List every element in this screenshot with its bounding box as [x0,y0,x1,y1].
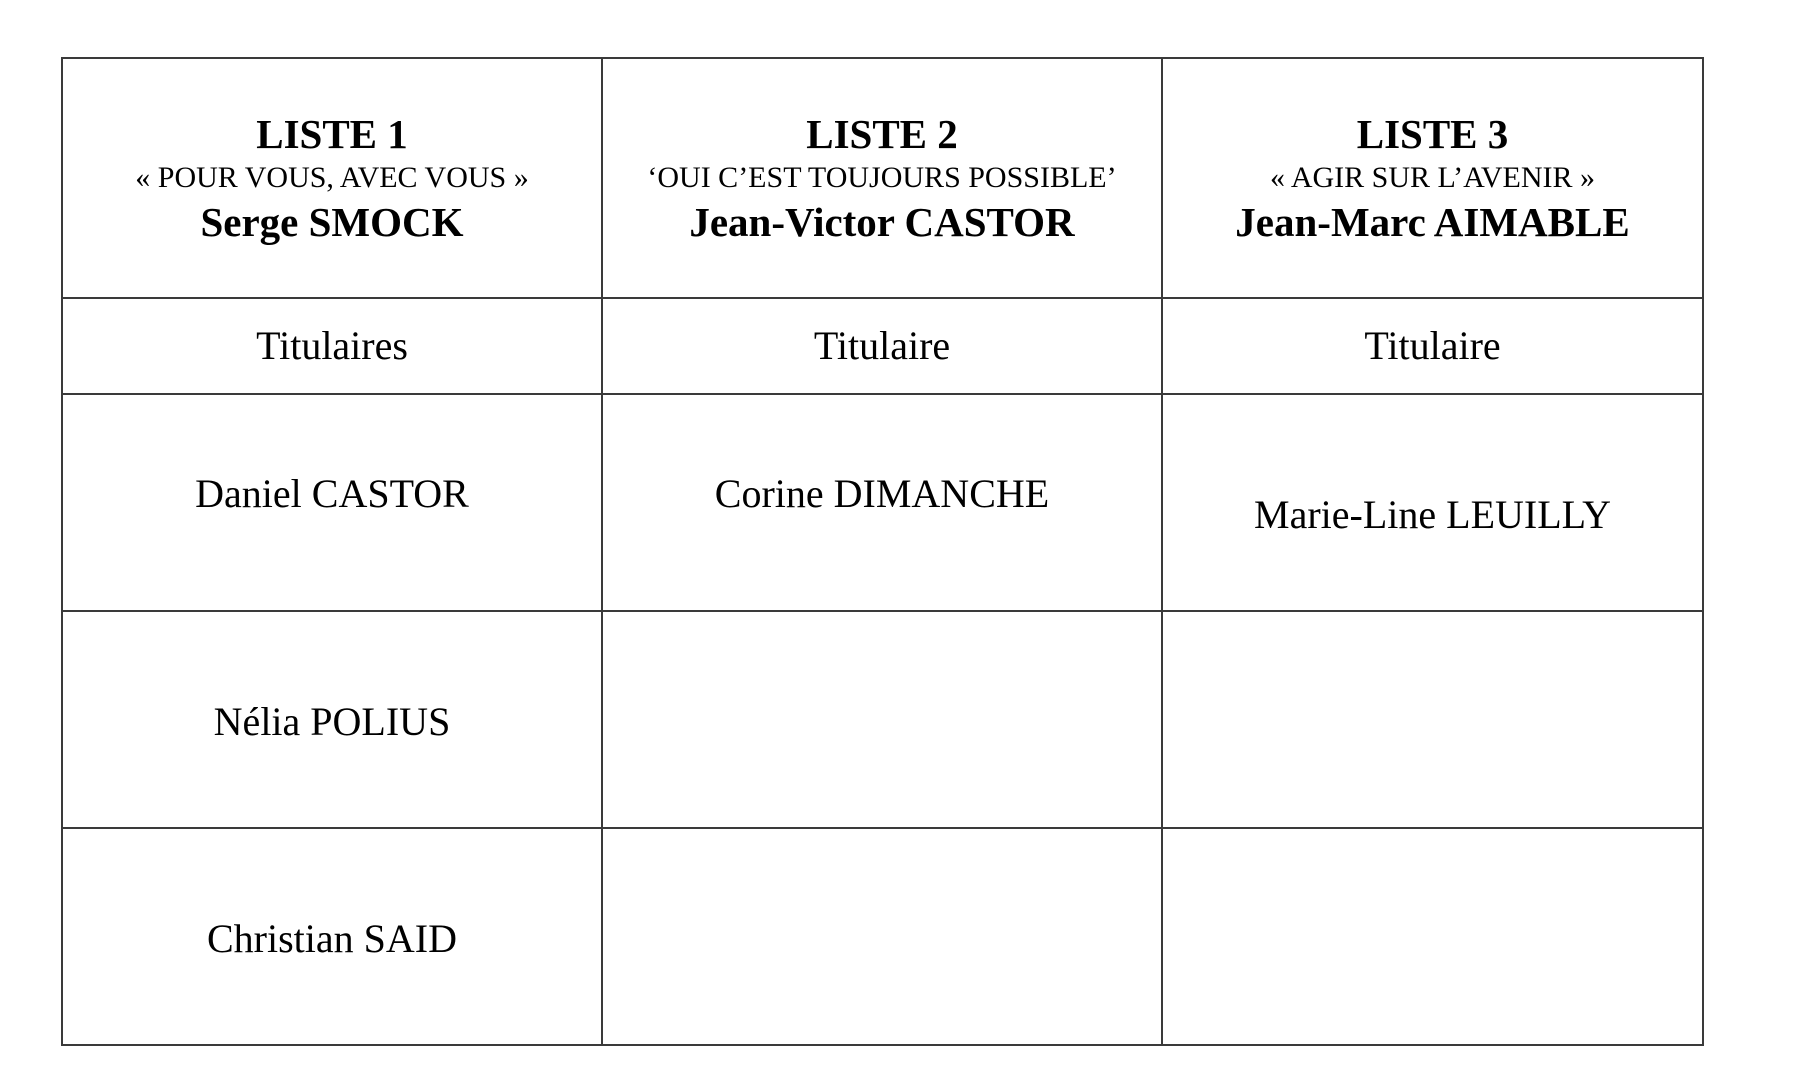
list-2-slogan: ‘OUI C’EST TOUJOURS POSSIBLE’ [647,161,1117,194]
list-3-role-label: Titulaire [1364,323,1501,368]
list-3-head-candidate: Jean-Marc AIMABLE [1235,199,1630,245]
list-2-header-cell [602,58,1162,298]
list-1-member-2: Nélia POLIUS [213,698,451,744]
list-3-member-1-cell [1162,394,1703,611]
list-3-title: LISTE 3 [1356,111,1509,157]
list-3-slogan: « AGIR SUR L’AVENIR » [1269,161,1596,194]
list-1-member-3: Christian SAID [207,915,457,961]
list-1-slogan: « POUR VOUS, AVEC VOUS » [135,161,529,194]
candidate-lists-table [61,57,1704,1046]
list-3-member-1: Marie-Line LEUILLY [1254,491,1611,537]
list-1-role-label: Titulaires [256,323,408,368]
list-2-title: LISTE 2 [806,111,958,157]
list-1-member-3-cell [62,828,602,1045]
list-3-role-cell [1162,298,1703,394]
list-3-header-cell [1162,58,1703,298]
member-row-3 [62,828,1703,1045]
member-row-1 [62,394,1703,611]
list-3-member-3-cell [1162,828,1703,1045]
list-1-member-2-cell [62,611,602,828]
list-1-member-1-cell [62,394,602,611]
list-3-member-2-cell [1162,611,1703,828]
list-1-title: LISTE 1 [256,111,408,157]
list-2-role-label: Titulaire [813,323,951,368]
list-1-member-1: Daniel CASTOR [195,470,469,516]
role-row [62,298,1703,394]
list-1-header-cell [62,58,602,298]
list-header-row [62,58,1703,298]
list-2-role-cell [602,298,1162,394]
list-2-member-2-cell [602,611,1162,828]
list-2-member-1: Corine DIMANCHE [714,470,1050,516]
list-1-head-candidate: Serge SMOCK [200,199,464,245]
list-2-head-candidate: Jean-Victor CASTOR [689,199,1075,245]
list-2-member-3-cell [602,828,1162,1045]
member-row-2 [62,611,1703,828]
list-2-member-1-cell [602,394,1162,611]
list-1-role-cell [62,298,602,394]
